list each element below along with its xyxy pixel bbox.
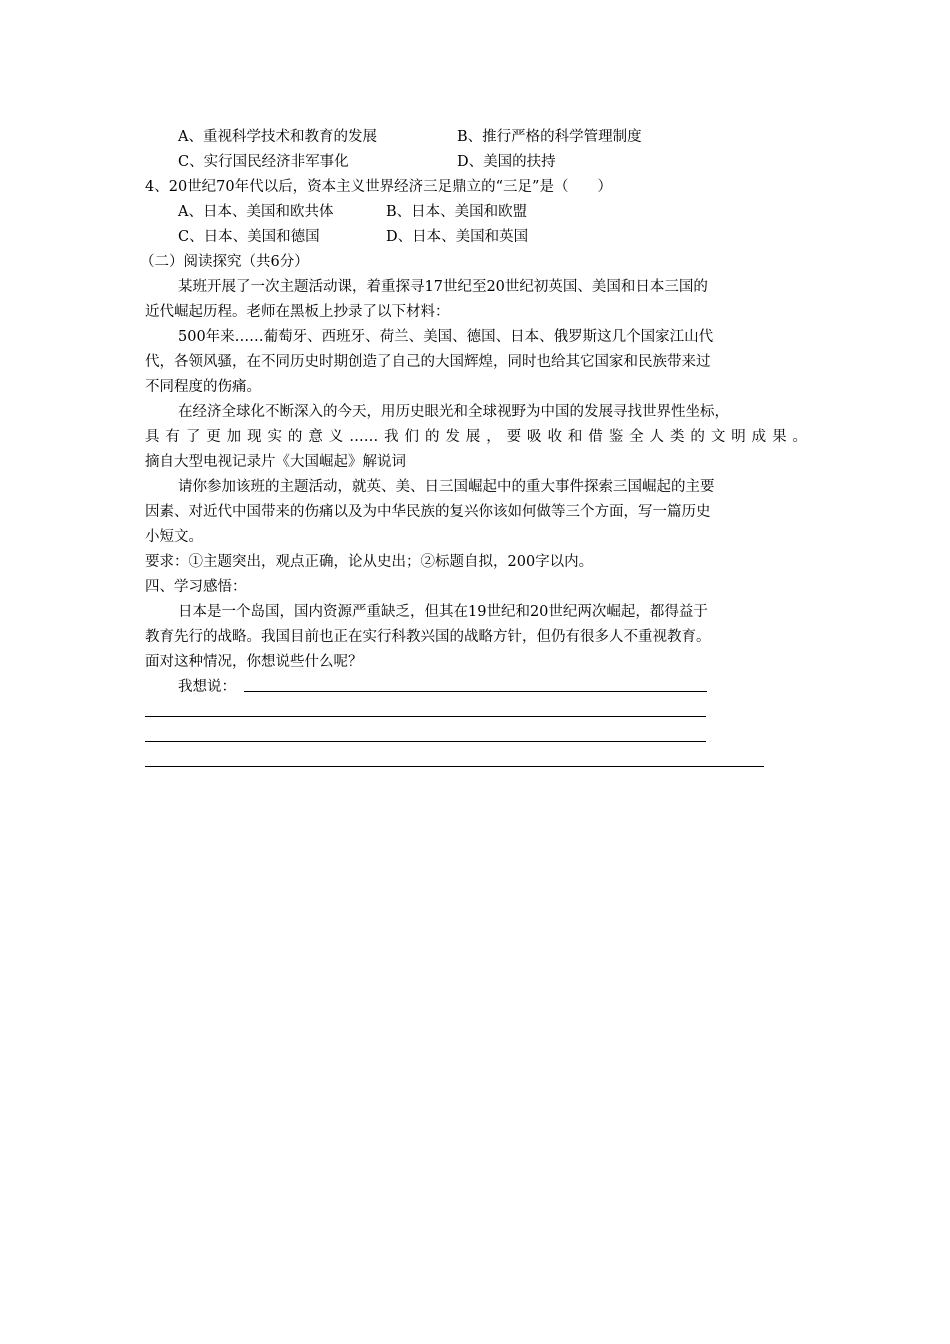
- q3-option-c: C、实行国民经济非军事化: [178, 154, 349, 170]
- q4-option-d: D、日本、美国和英国: [386, 229, 529, 245]
- q4-option-row-2: [178, 227, 529, 247]
- task-line-1: 请你参加该班的主题活动，就英、美、日三国崛起中的重大事件探索三国崛起的主要: [178, 479, 715, 495]
- answer-line-2[interactable]: [145, 716, 706, 717]
- q3-option-row-1: [178, 127, 642, 147]
- q4-option-row-1: [178, 202, 528, 222]
- material1-line-3: 不同程度的伤痛。: [145, 379, 261, 395]
- material2-line-2: 具有了更加现实的意义……我们的发展，要吸收和借鉴全人类的文明成果。: [145, 429, 807, 445]
- q3-option-d: D、美国的扶持: [457, 154, 556, 170]
- q4-option-b: B、日本、美国和欧盟: [386, 204, 528, 220]
- material2-line-1: 在经济全球化不断深入的今天，用历史眼光和全球视野为中国的发展寻找世界性坐标，: [178, 404, 729, 420]
- q3-option-b: B、推行严格的科学管理制度: [457, 129, 642, 145]
- task-line-2: 因素、对近代中国带来的伤痛以及为中华民族的复兴你该如何做等三个方面，写一篇历史: [145, 504, 711, 520]
- section4-paragraph-line-2: 教育先行的战略。我国目前也正在实行科教兴国的战略方针，但仍有很多人不重视教育。: [145, 629, 711, 645]
- task-line-3: 小短文。: [145, 529, 203, 545]
- q4-option-a: A、日本、美国和欧共体: [178, 204, 334, 220]
- q3-option-a: A、重视科学技术和教育的发展: [178, 129, 377, 145]
- answer-line-4[interactable]: [145, 766, 764, 767]
- section4-paragraph-line-1: 日本是一个岛国，国内资源严重缺乏，但其在19世纪和20世纪两次崛起，都得益于: [178, 604, 708, 620]
- answer-prompt: 我想说：: [178, 679, 236, 695]
- q4-stem: 4、20世纪70年代以后，资本主义世界经济三足鼎立的“三足”是（ ）: [145, 179, 612, 195]
- answer-line-1[interactable]: [244, 691, 707, 692]
- material1-line-1: 500年来……葡萄牙、西班牙、荷兰、美国、德国、日本、俄罗斯这几个国家江山代: [178, 329, 714, 345]
- task-requirement: 要求：①主题突出，观点正确，论从史出；②标题自拟，200字以内。: [145, 554, 594, 570]
- section4-paragraph-line-3: 面对这种情况，你想说些什么呢？: [145, 654, 363, 670]
- material-source: 摘自大型电视记录片《大国崛起》解说词: [145, 454, 406, 470]
- section4-title: 四、学习感悟：: [145, 579, 247, 595]
- q3-option-row-2: [178, 152, 556, 172]
- section2-intro-line-1: 某班开展了一次主题活动课，着重探寻17世纪至20世纪初英国、美国和日本三国的: [178, 279, 708, 295]
- q4-option-c: C、日本、美国和德国: [178, 229, 320, 245]
- material1-line-2: 代，各领风骚，在不同历史时期创造了自己的大国辉煌，同时也给其它国家和民族带来过: [145, 354, 711, 370]
- section2-intro-line-2: 近代崛起历程。老师在黑板上抄录了以下材料：: [145, 304, 450, 320]
- section2-title: （二）阅读探究（共6分）: [140, 254, 309, 270]
- answer-line-3[interactable]: [145, 741, 706, 742]
